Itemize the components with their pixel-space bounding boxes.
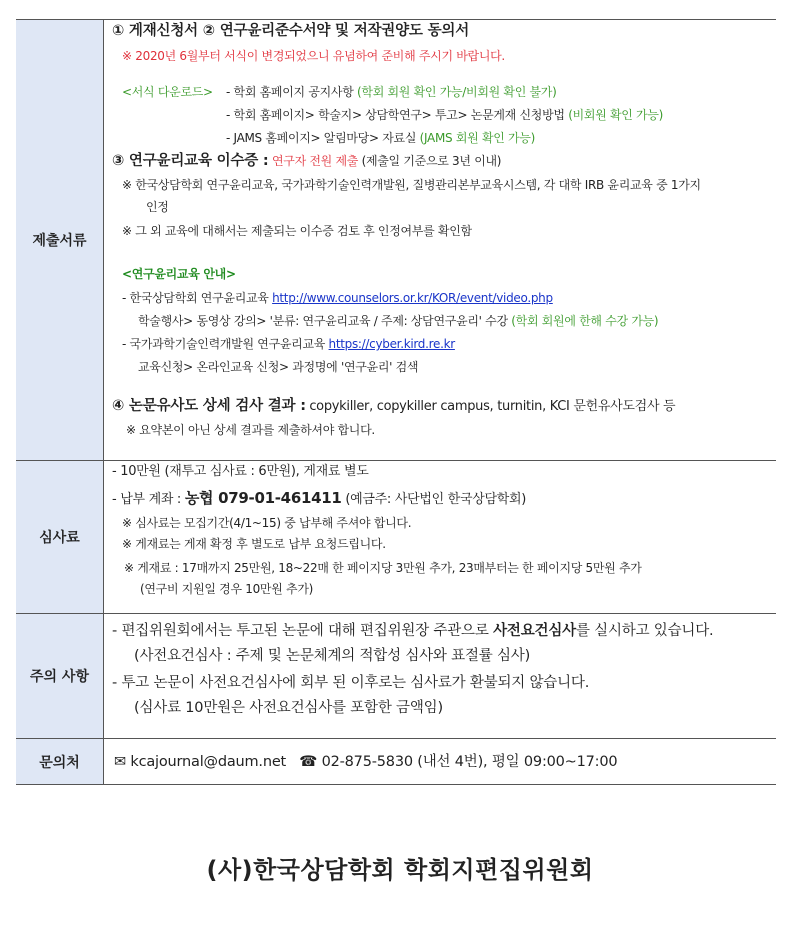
row-documents xyxy=(16,20,776,461)
phone-number: 02-875-5830 (내선 4번), 평일 09:00~17:00 xyxy=(321,754,618,770)
fee-note: ※ 게재료는 게재 확정 후 별도로 납부 요청드립니다. xyxy=(122,537,386,551)
notice-emphasis: 사전요건심사 xyxy=(493,623,576,639)
guide-label: - 국가과학기술인력개발원 연구윤리교육 xyxy=(122,337,326,351)
similarity-tools: copykiller, copykiller campus, turnitin, KCI 문헌유사도검사 등 xyxy=(309,399,676,414)
fee-note: ※ 게재료 : 17매까지 25만원, 18~22매 한 페이지당 3만원 추가, 23매부터는 한 페이지당 5만원 추가 xyxy=(124,561,642,575)
download-item xyxy=(226,106,663,124)
download-item xyxy=(226,129,535,147)
access-note: (JAMS 회원 확인 가능) xyxy=(419,131,536,145)
guide-item-kca xyxy=(122,289,553,307)
row-label: 심사료 xyxy=(16,461,104,613)
similarity-note: ※ 요약본이 아닌 상세 결과를 제출하셔야 합니다. xyxy=(126,423,375,437)
row-notice xyxy=(16,614,776,739)
envelope-icon: ✉ xyxy=(114,754,126,770)
similarity-heading xyxy=(112,397,675,416)
guide-label: - 한국상담학회 연구윤리교육 xyxy=(122,291,269,305)
notice-line: - 투고 논문이 사전요건심사에 회부 된 이후로는 심사료가 환불되지 않습니다. xyxy=(112,675,590,691)
fee-content xyxy=(104,461,776,613)
fee-note: ※ 심사료는 모집기간(4/1~15) 중 납부해 주셔야 합니다. xyxy=(122,516,412,530)
guide-path: 학술행사> 동영상 강의> '분류: 연구윤리교육 / 주제: 상담연구윤리' 수강 xyxy=(138,314,508,328)
account-holder: (예금주: 사단법인 한국상담학회) xyxy=(345,492,527,507)
ethics-note: (제출일 기준으로 3년 이내) xyxy=(361,154,502,168)
row-label: 제출서류 xyxy=(16,20,104,460)
download-item xyxy=(226,83,556,101)
ethics-required: 연구자 전원 제출 xyxy=(272,154,359,168)
access-note: (학회 회원 확인 가능/비회원 확인 불가) xyxy=(357,85,557,99)
row-label: 주의 사항 xyxy=(16,614,104,738)
notice-line: (심사료 10만원은 사전요건심사를 포함한 금액임) xyxy=(134,700,443,716)
documents-content xyxy=(104,20,776,460)
notice-line: (사전요건심사 : 주제 및 논문체계의 적합성 심사와 표절률 심사) xyxy=(134,648,531,664)
phone-icon: ☎ xyxy=(299,754,318,770)
notice-text: - 편집위원회에서는 투고된 논문에 대해 편집위원장 주관으로 xyxy=(112,623,489,639)
fee-amount: - 10만원 (재투고 심사료 : 6만원), 게재료 별도 xyxy=(112,464,369,479)
similarity-title: ④ 논문유사도 상세 검사 결과 : xyxy=(112,398,306,414)
account-number: 농협 079-01-461411 xyxy=(184,489,342,507)
notice-text: 를 실시하고 있습니다. xyxy=(575,623,714,639)
fee-account xyxy=(112,489,526,509)
download-path: - 학회 홈페이지> 학술지> 상담학연구> 투고> 논문게재 신청방법 xyxy=(226,108,565,122)
guide-item-kird xyxy=(122,335,455,353)
kca-video-link[interactable]: http://www.counselors.or.kr/KOR/event/video.php xyxy=(272,291,553,305)
row-contact xyxy=(16,739,776,785)
ethics-guide-heading: <연구윤리교육 안내> xyxy=(122,267,236,281)
notice-content xyxy=(104,614,776,738)
account-label: - 납부 계좌 : xyxy=(112,492,181,507)
ethics-accepted-note: ※ 한국상담학회 연구윤리교육, 국가과학기술인력개발원, 질병관리본부교육시스템, 각 대학 IRB 윤리교육 중 1가지 xyxy=(122,178,701,192)
ethics-title: ③ 연구윤리교육 이수증 : xyxy=(112,153,269,169)
kird-link[interactable]: https://cyber.kird.re.kr xyxy=(328,337,455,351)
email-link[interactable]: kcajournal@daum.net xyxy=(130,754,287,770)
download-label: <서식 다운로드> xyxy=(122,85,213,99)
forms-heading: ① 게재신청서 ② 연구윤리준수서약 및 저작권양도 동의서 xyxy=(112,23,469,39)
submission-info-table xyxy=(16,19,776,785)
form-change-notice: ※ 2020년 6월부터 서식이 변경되었으니 유념하여 준비해 주시기 바랍니다. xyxy=(122,49,505,63)
notice-line xyxy=(112,622,713,640)
ethics-accepted-note-cont: 인정 xyxy=(146,200,169,214)
access-note: (학회 회원에 한해 수강 가능) xyxy=(511,314,659,328)
download-line-1 xyxy=(122,83,213,101)
other-ethics-note: ※ 그 외 교육에 대해서는 제출되는 이수증 검토 후 인정여부를 확인함 xyxy=(122,224,472,238)
ethics-heading xyxy=(112,152,501,170)
guide-item-kca-path xyxy=(138,312,658,330)
row-label: 문의처 xyxy=(16,739,104,784)
guide-item-kird-path: 교육신청> 온라인교육 신청> 과정명에 '연구윤리' 검색 xyxy=(138,360,419,374)
download-path: - JAMS 홈페이지> 알림마당> 자료실 xyxy=(226,131,417,145)
contact-line xyxy=(114,753,617,771)
committee-title: (사)한국상담학회 학회지편집위원회 xyxy=(206,856,594,884)
access-note: (비회원 확인 가능) xyxy=(568,108,664,122)
contact-content xyxy=(104,739,776,784)
download-path: - 학회 홈페이지 공지사항 xyxy=(226,85,354,99)
fee-note: (연구비 지원일 경우 10만원 추가) xyxy=(140,582,313,596)
row-fee xyxy=(16,461,776,614)
